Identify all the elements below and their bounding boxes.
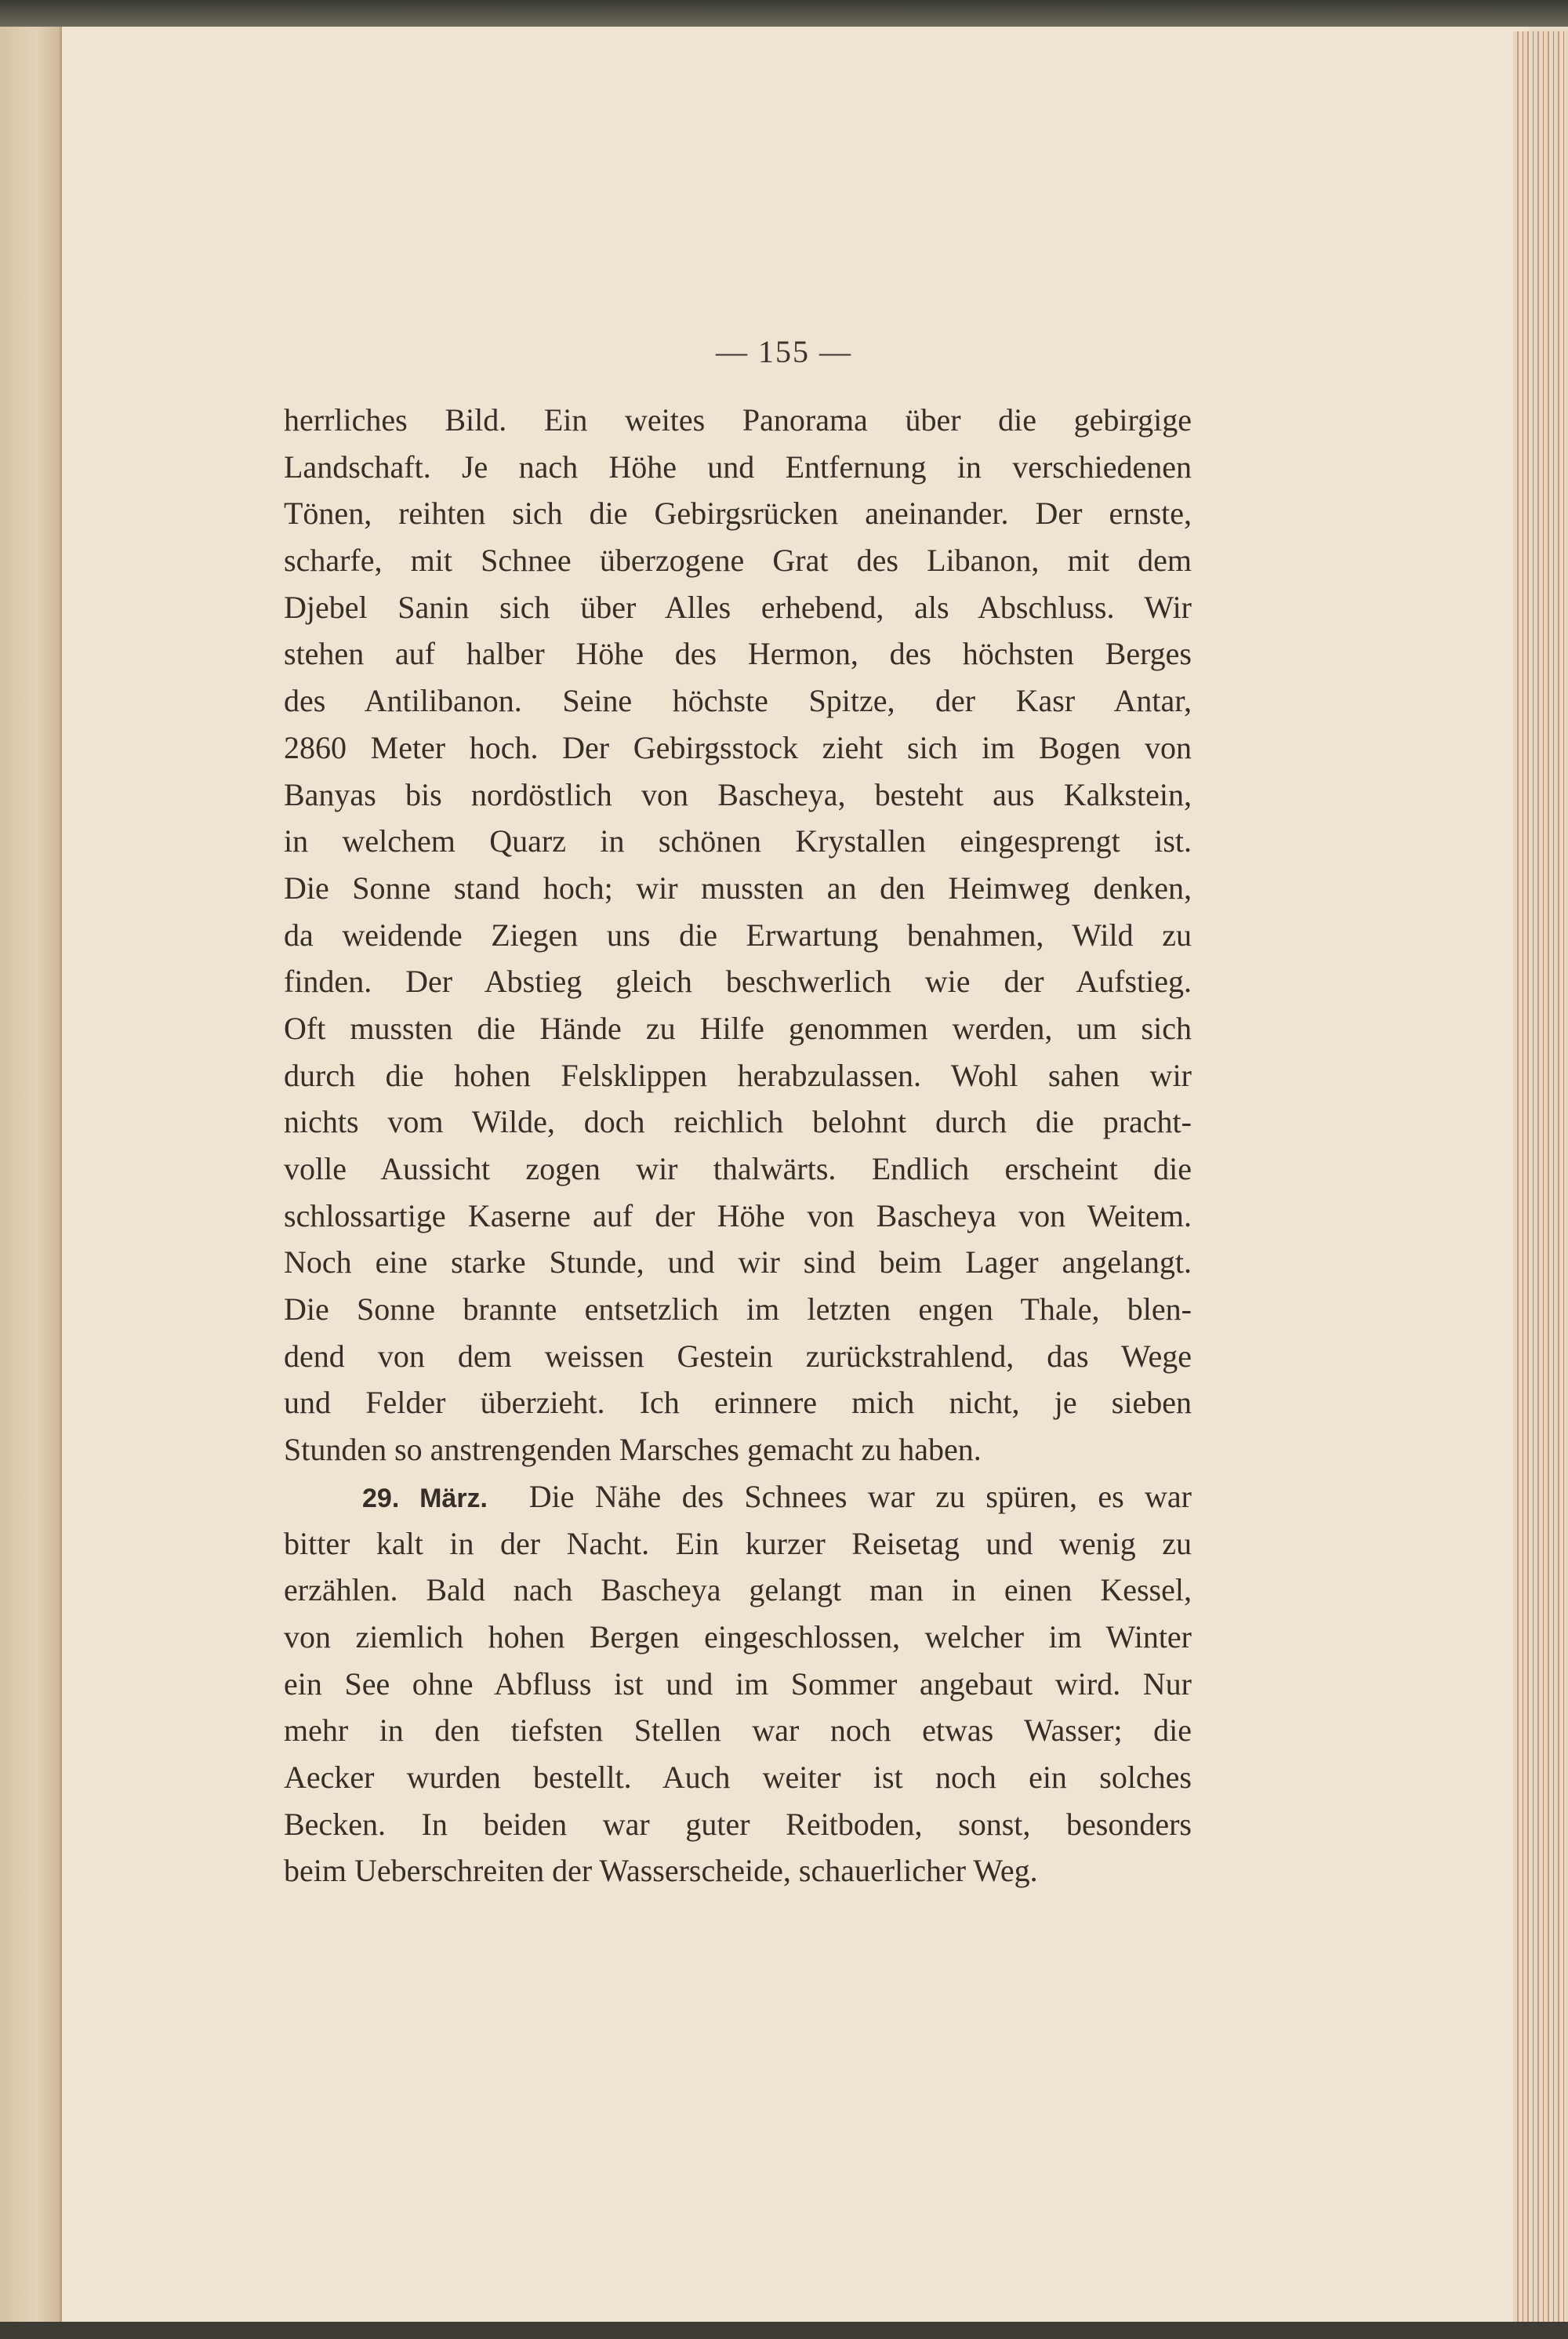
text-line: volle Aussicht zogen wir thalwärts. Endlich erscheint die <box>284 1151 1192 1186</box>
text-line: Djebel Sanin sich über Alles erhebend, als Abschluss. Wir <box>284 589 1192 625</box>
text-line: des Antilibanon. Seine höchste Spitze, der Kasr Antar, <box>284 683 1192 719</box>
text-line: Oft mussten die Hände zu Hilfe genommen werden, um sich <box>284 1010 1192 1046</box>
paragraph-2 <box>284 1473 1192 1894</box>
text-line: finden. Der Abstieg gleich beschwerlich wie der Aufstieg. <box>284 964 1192 1000</box>
text-line: durch die hohen Felsklippen herabzulassen. Wohl sahen wir <box>284 1057 1192 1093</box>
body-text <box>284 397 1192 1894</box>
text-line: Tönen, reihten sich die Gebirgsrücken aneinander. Der ernste, <box>284 496 1192 532</box>
text-line <box>284 1473 1192 1520</box>
text-line: Stunden so anstrengenden Marsches gemacht zu haben. <box>284 1432 982 1468</box>
gutter-line <box>60 27 62 2322</box>
text-line: Die Sonne brannte entsetzlich im letzten engen Thale, blen- <box>284 1291 1192 1327</box>
page-number: — 155 — <box>716 334 852 369</box>
text-line: nichts vom Wilde, doch reichlich belohnt durch die pracht- <box>284 1104 1192 1140</box>
text-line: da weidende Ziegen uns die Erwartung benahmen, Wild zu <box>284 917 1192 953</box>
line-text: Die Nähe des Schnees war zu spüren, es war <box>528 1478 1192 1514</box>
scan-top-border <box>0 0 1568 27</box>
text-line: 2860 Meter hoch. Der Gebirgsstock zieht sich im Bogen von <box>284 729 1192 765</box>
text-line: Banyas bis nordöstlich von Bascheya, besteht aus Kalkstein, <box>284 776 1192 812</box>
text-line: Aecker wurden bestellt. Auch weiter ist noch ein solches <box>284 1759 1192 1795</box>
scan-bottom-border <box>0 2322 1568 2339</box>
text-line: scharfe, mit Schnee überzogene Grat des Libanon, mit dem <box>284 543 1192 579</box>
text-line: erzählen. Bald nach Bascheya gelangt man in einen Kessel, <box>284 1572 1192 1608</box>
text-line: Die Sonne stand hoch; wir mussten an den Heimweg denken, <box>284 870 1192 906</box>
text-line: bitter kalt in der Nacht. Ein kurzer Reisetag und wenig zu <box>284 1525 1192 1561</box>
text-line: in welchem Quarz in schönen Krystallen eingesprengt ist. <box>284 823 1192 859</box>
paragraph-1 <box>284 397 1192 1473</box>
text-line: Noch eine starke Stunde, und wir sind beim Lager angelangt. <box>284 1244 1192 1280</box>
text-line: Becken. In beiden war guter Reitboden, sonst, besonders <box>284 1806 1192 1842</box>
book-binding <box>0 27 61 2322</box>
text-line: dend von dem weissen Gestein zurückstrahlend, das Wege <box>284 1338 1192 1374</box>
date-heading: 29. März. <box>362 1483 488 1513</box>
text-line: stehen auf halber Höhe des Hermon, des höchsten Berges <box>284 636 1192 672</box>
text-line: beim Ueberschreiten der Wasserscheide, schauerlicher Weg. <box>284 1853 1038 1889</box>
text-line: schlossartige Kaserne auf der Höhe von Bascheya von Weitem. <box>284 1197 1192 1233</box>
page-stack-edge <box>1513 31 1568 2322</box>
text-line: ein See ohne Abfluss ist und im Sommer angebaut wird. Nur <box>284 1665 1192 1702</box>
text-line: Landschaft. Je nach Höhe und Entfernung in verschiedenen <box>284 449 1192 485</box>
text-line: herrliches Bild. Ein weites Panorama über die gebirgige <box>284 402 1192 438</box>
text-line: von ziemlich hohen Bergen eingeschlossen, welcher im Winter <box>284 1618 1192 1654</box>
text-line: mehr in den tiefsten Stellen war noch etwas Wasser; die <box>284 1712 1192 1749</box>
text-line: und Felder überzieht. Ich erinnere mich nicht, je sieben <box>284 1385 1192 1421</box>
